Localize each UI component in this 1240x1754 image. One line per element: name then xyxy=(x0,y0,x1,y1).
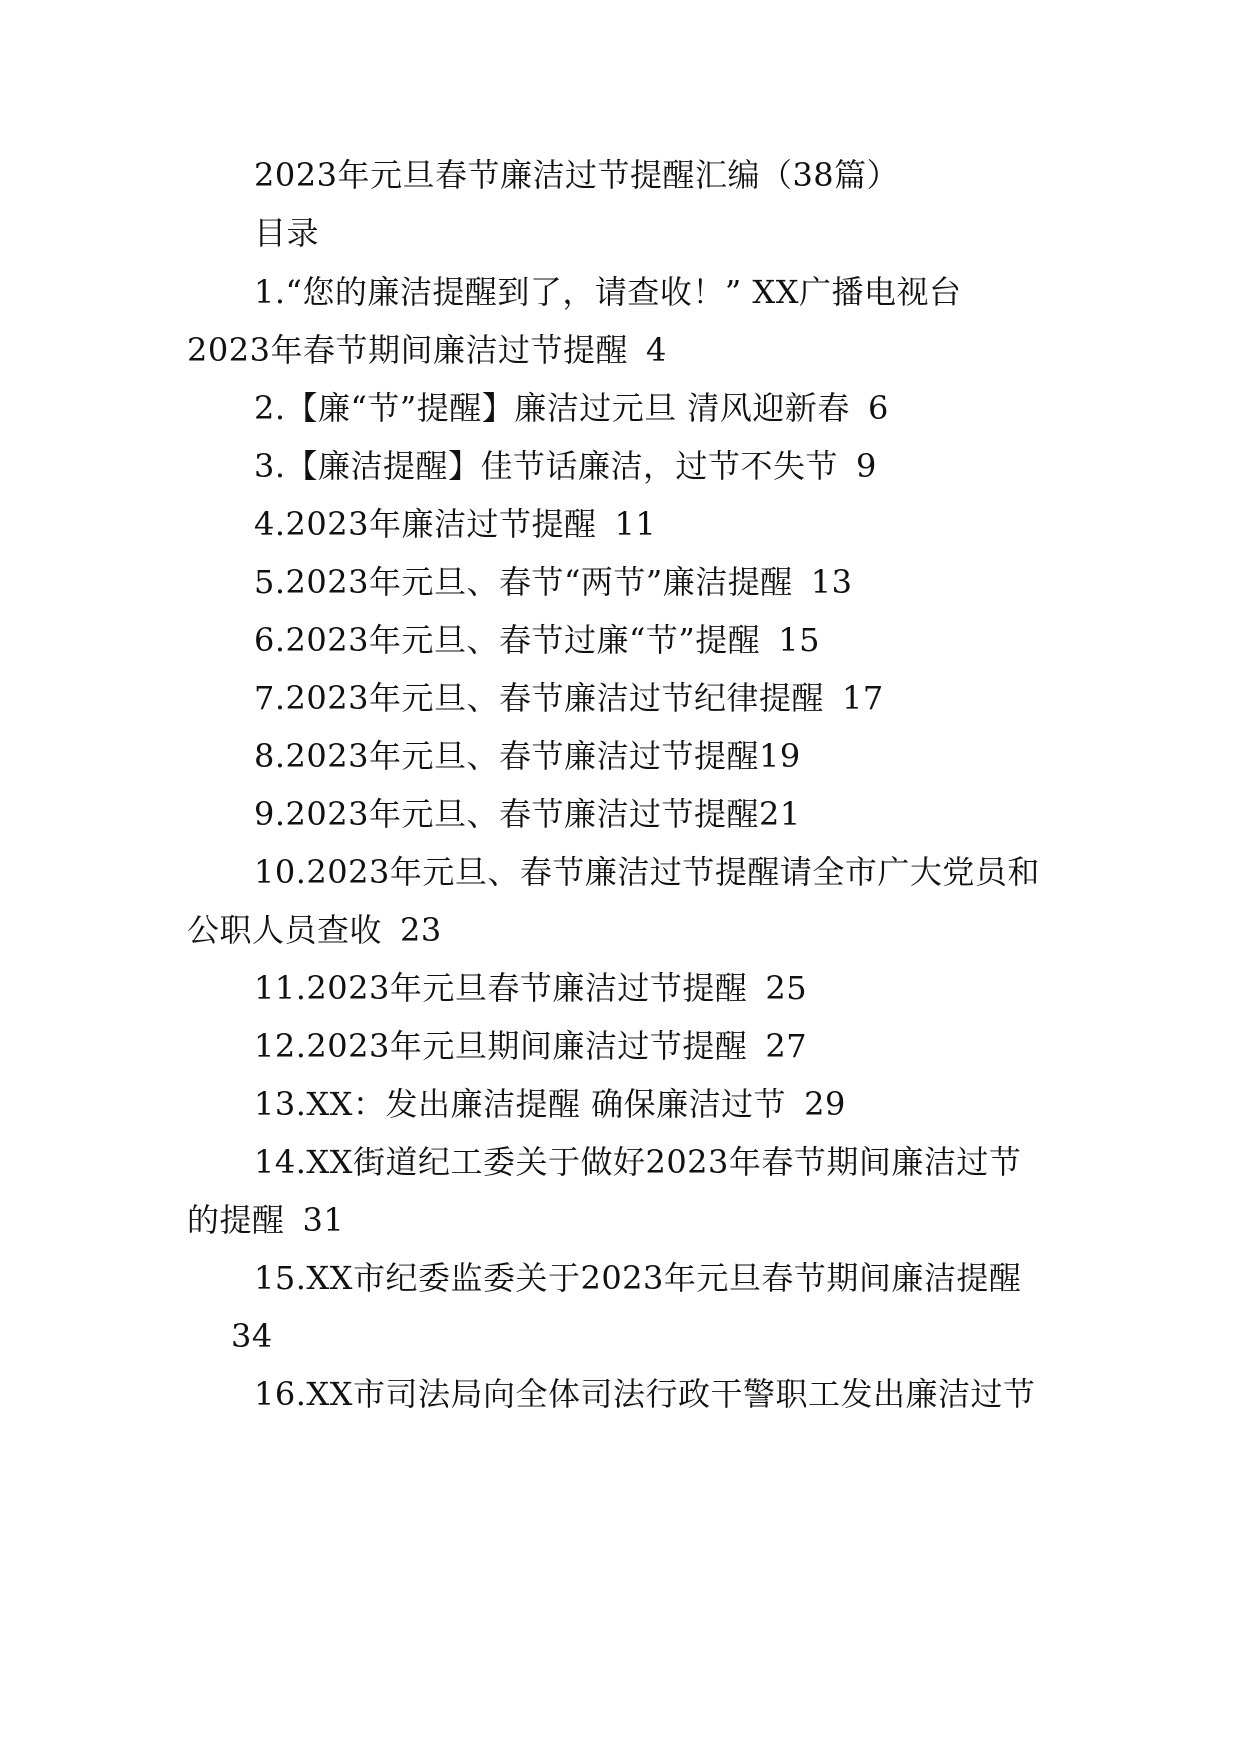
toc-entry-title: 2023年春节期间廉洁过节提醒 xyxy=(187,331,628,369)
toc-entry-13[interactable] xyxy=(254,1084,846,1124)
toc-entry-11[interactable] xyxy=(254,968,807,1008)
toc-entry-10-line2[interactable] xyxy=(187,910,442,950)
toc-page-number: 17 xyxy=(841,679,884,717)
toc-entry-title: 11.2023年元旦春节廉洁过节提醒 xyxy=(254,969,748,1007)
toc-page-number: 34 xyxy=(231,1317,273,1355)
toc-page-number: 23 xyxy=(400,911,442,949)
toc-entry-title: 8.2023年元旦、春节廉洁过节提醒 xyxy=(254,737,759,775)
toc-heading: 目录 xyxy=(254,214,320,252)
toc-entry-14-line2[interactable] xyxy=(187,1200,344,1240)
toc-entry-14-line1[interactable]: 14.XX街道纪工委关于做好2023年春节期间廉洁过节 xyxy=(254,1143,1022,1181)
toc-entry-2[interactable] xyxy=(254,388,889,428)
toc-entry-15-page[interactable] xyxy=(231,1316,273,1356)
toc-page-number: 13 xyxy=(810,563,853,601)
toc-page-number: 27 xyxy=(765,1027,808,1065)
toc-page-number: 21 xyxy=(758,795,801,833)
toc-entry-title: 公职人员查收 xyxy=(187,911,383,949)
toc-entry-8[interactable] xyxy=(254,736,801,776)
toc-page-number: 15 xyxy=(778,621,820,659)
toc-entry-title: 9.2023年元旦、春节廉洁过节提醒 xyxy=(254,795,759,833)
toc-entry-title: 13.XX：发出廉洁提醒 确保廉洁过节 xyxy=(254,1085,787,1123)
toc-entry-10-line1[interactable]: 10.2023年元旦、春节廉洁过节提醒请全市广大党员和 xyxy=(254,853,1040,891)
toc-entry-12[interactable] xyxy=(254,1026,807,1066)
toc-entry-16-line1[interactable]: 16.XX市司法局向全体司法行政干警职工发出廉洁过节 xyxy=(254,1375,1036,1413)
toc-entry-title: 的提醒 xyxy=(187,1201,285,1239)
toc-entry-5[interactable] xyxy=(254,562,852,602)
toc-entry-title: 4.2023年廉洁过节提醒 xyxy=(254,505,597,543)
toc-entry-title: 7.2023年元旦、春节廉洁过节纪律提醒 xyxy=(254,679,824,717)
toc-page-number: 31 xyxy=(302,1201,345,1239)
toc-page-number: 19 xyxy=(758,737,801,775)
toc-page-number: 25 xyxy=(765,969,808,1007)
toc-entry-title: 12.2023年元旦期间廉洁过节提醒 xyxy=(254,1027,748,1065)
toc-page-number: 29 xyxy=(804,1085,846,1123)
toc-entry-title: 5.2023年元旦、春节“两节”廉洁提醒 xyxy=(254,563,793,601)
toc-page-number: 11 xyxy=(614,505,657,543)
toc-entry-1-line1[interactable]: 1.“您的廉洁提醒到了，请查收！” XX广播电视台 xyxy=(254,273,962,311)
toc-entry-15-line1[interactable]: 15.XX市纪委监委关于2023年元旦春节期间廉洁提醒 xyxy=(254,1259,1022,1297)
toc-page-number: 9 xyxy=(856,447,877,485)
toc-entry-9[interactable] xyxy=(254,794,801,834)
toc-entry-title: 6.2023年元旦、春节过廉“节”提醒 xyxy=(254,621,761,659)
toc-page-number: 6 xyxy=(867,389,889,427)
toc-entry-title: 3.【廉洁提醒】佳节话廉洁，过节不失节 xyxy=(254,447,839,485)
toc-entry-3[interactable] xyxy=(254,446,877,486)
toc-entry-title: 2.【廉“节”提醒】廉洁过元旦 清风迎新春 xyxy=(254,389,850,427)
document-title: 2023年元旦春节廉洁过节提醒汇编（38篇） xyxy=(254,156,900,194)
toc-page-number: 4 xyxy=(645,331,667,369)
toc-entry-6[interactable] xyxy=(254,620,820,660)
toc-entry-1-line2[interactable] xyxy=(187,330,667,370)
toc-entry-4[interactable] xyxy=(254,504,656,544)
toc-entry-7[interactable] xyxy=(254,678,884,718)
